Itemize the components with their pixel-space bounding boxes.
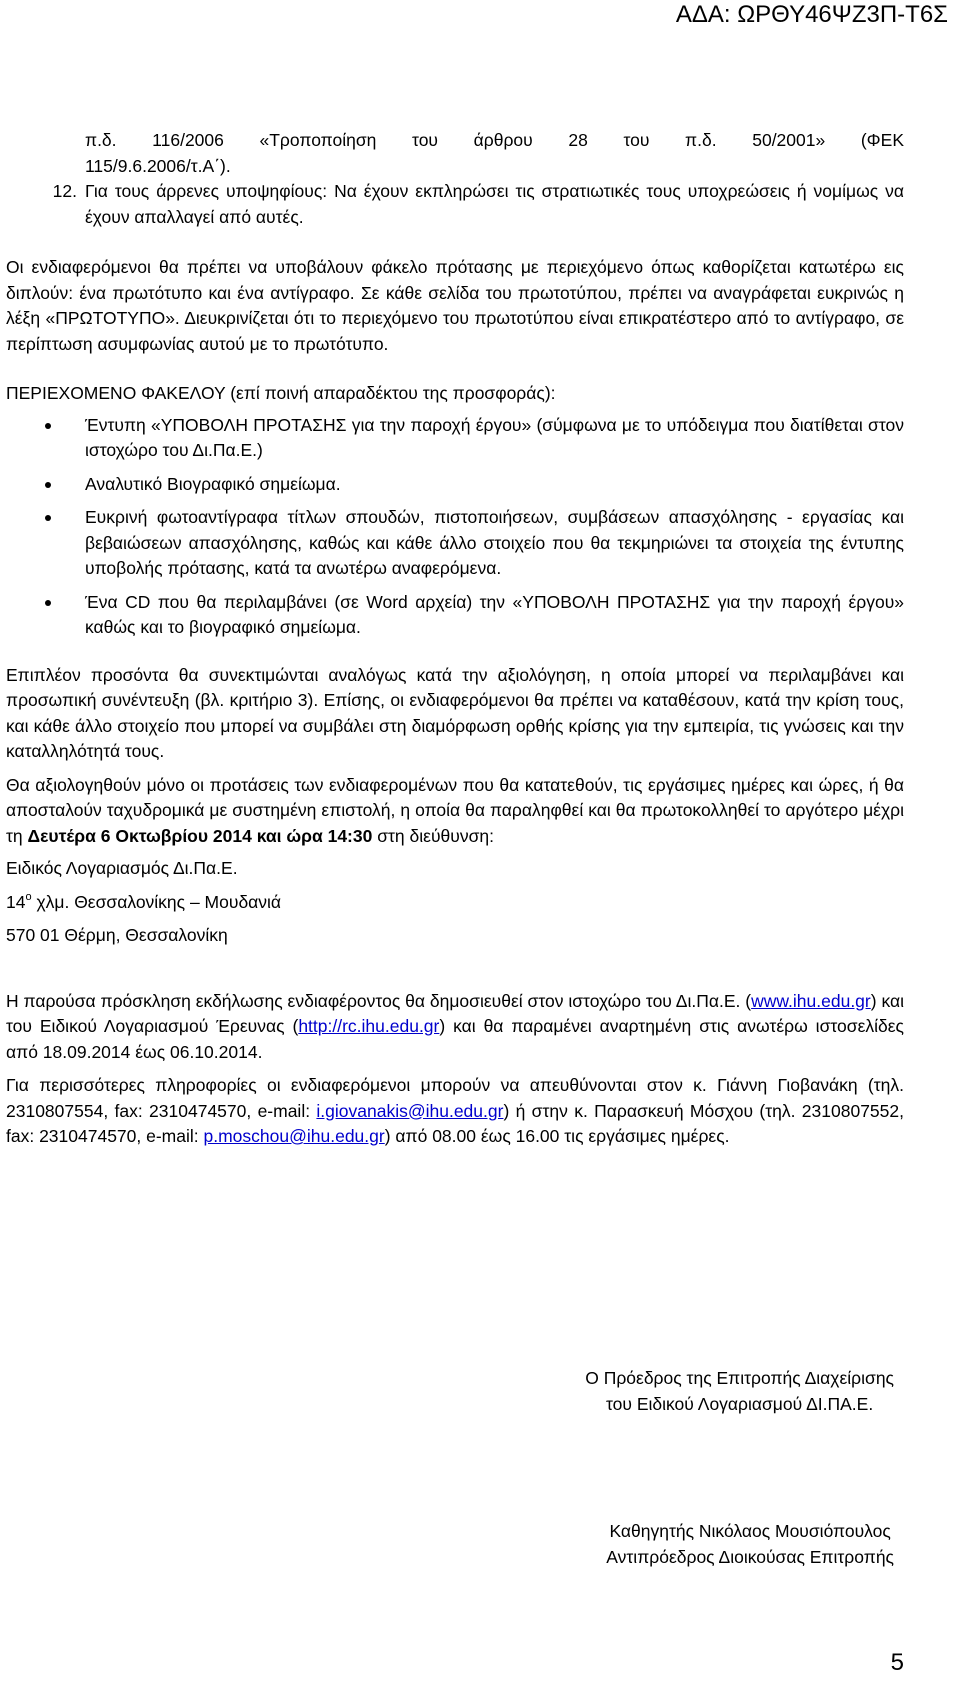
address-km: 14: [6, 891, 26, 912]
list-item: [6, 590, 904, 641]
list-item-12: [6, 179, 904, 230]
research-website-link[interactable]: http://rc.ihu.edu.gr: [298, 1016, 440, 1036]
list-item-11-continuation: [6, 128, 904, 179]
list-item-11-line-1: π.δ. 116/2006 «Τροποποίηση του άρθρου 28 του π.δ. 50/2001» (ΦΕΚ: [85, 130, 904, 150]
address-road: χλμ. Θεσσαλονίκης – Μουδανιά: [31, 891, 282, 912]
extra-qualifications-paragraph: Επιπλέον προσόντα θα συνεκτιμώνται αναλόγως κατά την αξιολόγηση, η οποία μπορεί να περιλαμβάνει και προσωπική συνέντευξη (βλ. κριτήριο 3). Επίσης, οι ενδιαφερόμενοι θα πρέπει να καταθέσουν, κατά την κρίση τους, και κάθε άλλο στοιχείο που μπορεί να συμβάλει στη διαμόρφωση ορθής κρίσης για την εμπειρία, τις γνώσεις και την καταλληλότητά τους.: [6, 664, 904, 761]
signature-line: του Ειδικού Λογαριασμού ΔΙ.ΠΑ.Ε.: [606, 1393, 874, 1414]
bullet-icon: [6, 505, 85, 582]
signature-block-title: [585, 1366, 894, 1417]
contents-heading: ΠΕΡΙΕΧΟΜΕΝΟ ΦΑΚΕΛΟΥ (επί ποινή απαραδέκτου της προσφοράς):: [6, 383, 556, 403]
list-item-number: 12.: [52, 181, 77, 201]
page-number: 5: [890, 1649, 904, 1676]
publication-text: Η παρούσα πρόσκληση εκδήλωσης ενδιαφέροντος θα δημοσιευθεί στον ιστοχώρο του Δι.Πα.Ε. (: [6, 990, 752, 1011]
address-line: 570 01 Θέρμη, Θεσσαλονίκη: [6, 925, 228, 945]
bullet-icon: [6, 590, 85, 641]
signature-line: Καθηγητής Νικόλαος Μουσιόπουλος: [609, 1521, 891, 1541]
address-superscript: ο: [25, 890, 32, 903]
submission-paragraph: Οι ενδιαφερόμενοι θα πρέπει να υποβάλουν φάκελο πρότασης με περιεχόμενο όπως καθορίζεται κατωτέρω εις διπλούν: ένα πρωτότυπο και ένα αντίγραφο. Σε κάθε σελίδα του πρωτοτύπου, πρέπει να αναγράφεται ευκρινώς η λέξη «ΠΡΩΤΟΤΥΠΟ». Διευκρινίζεται ότι το περιεχόμενο του πρωτοτύπου είναι επικρατέστερο από το αντίγραφο, σε περίπτωση ασυμφωνίας αυτού με το πρωτότυπο.: [6, 257, 904, 354]
list-item: [6, 505, 904, 582]
publication-text: ) και θα παραμένει αναρτημένη στις ανωτέρω ιστοσελίδες από 18.09.2014 έως 06.10.2014.: [6, 1016, 904, 1062]
publication-paragraph: [6, 989, 904, 1066]
email-link[interactable]: p.moschou@ihu.edu.gr: [203, 1126, 385, 1146]
deadline-text-after: στη διεύθυνση:: [372, 825, 494, 846]
signature-block-name: [606, 1519, 894, 1570]
requirements-list-continuation: [6, 128, 904, 230]
document-body: [6, 128, 904, 1150]
contact-text: ) από 08.00 έως 16.00 τις εργάσιμες ημέρες.: [384, 1126, 730, 1146]
bullet-icon: [6, 413, 85, 464]
list-item-text: Αναλυτικό Βιογραφικό σημείωμα.: [85, 473, 341, 494]
list-item-text: Ευκρινή φωτοαντίγραφα τίτλων σπουδών, πιστοποιήσεων, συμβάσεων απασχόλησης - εργασίας και βεβαιώσεων απασχόλησης, καθώς και κάθε άλλο στοιχείο που θα τεκμηριώνει τα στοιχεία της έντυπης υποβολής πρότασης, κατά τα ανωτέρω αναφερόμενα.: [85, 507, 904, 578]
address-line: Ειδικός Λογαριασμός Δι.Πα.Ε.: [6, 858, 238, 878]
list-item-text: Για τους άρρενες υποψηφίους: Να έχουν εκπληρώσει τις στρατιωτικές τους υποχρεώσεις ή νομίμως να έχουν απαλλαγεί από αυτές.: [85, 181, 904, 227]
deadline-paragraph: [6, 773, 904, 850]
publication-text: ) και του Ειδικού Λογαριασμού Έρευνας (: [6, 990, 904, 1036]
address-block: [6, 856, 904, 949]
contact-paragraph: [6, 1073, 904, 1150]
contents-bullet-list: [6, 413, 904, 641]
deadline-text: Θα αξιολογηθούν μόνο οι προτάσεις των ενδιαφερομένων που θα κατατεθούν, τις εργάσιμες ημέρες και ώρες, ή θα αποσταλούν ταχυδρομικά με συστημένη επιστολή, η οποία θα παραληφθεί και θα πρωτοκολληθεί το αργότερο μέχρι τη: [6, 774, 904, 846]
list-item: [6, 472, 904, 498]
address-line: [6, 890, 904, 916]
contact-text: ) ή στην κ. Παρασκευή Μόσχου (τηλ. 2310807552, fax: 2310474570, e-mail:: [6, 1100, 904, 1146]
bullet-icon: [6, 472, 85, 498]
signature-line: Ο Πρόεδρος της Επιτροπής Διαχείρισης: [585, 1368, 894, 1388]
signature-line: Αντιπρόεδρος Διοικούσας Επιτροπής: [606, 1546, 894, 1567]
list-item-11-line-2: 115/9.6.2006/τ.Α΄).: [85, 155, 231, 176]
contact-text: Για περισσότερες πληροφορίες οι ενδιαφερόμενοι μπορούν να απευθύνονται στον κ. Γιάννη Γιοβανάκη (τηλ. 2310807554, fax: 2310474570, e-mail:: [6, 1075, 904, 1121]
website-link[interactable]: www.ihu.edu.gr: [751, 990, 871, 1011]
list-item: [6, 413, 904, 464]
list-item-text: Έντυπη «ΥΠΟΒΟΛΗ ΠΡΟΤΑΣΗΣ για την παροχή έργου» (σύμφωνα με το υπόδειγμα που διατίθεται στον ιστοχώρο του Δι.Πα.Ε.): [85, 414, 904, 460]
list-item-text: Ένα CD που θα περιλαμβάνει (σε Word αρχεία) την «ΥΠΟΒΟΛΗ ΠΡΟΤΑΣΗΣ για την παροχή έργου» καθώς και το βιογραφικό σημείωμα.: [85, 591, 904, 637]
email-link[interactable]: i.giovanakis@ihu.edu.gr: [316, 1100, 504, 1121]
deadline-date: Δευτέρα 6 Οκτωβρίου 2014 και ώρα 14:30: [27, 825, 373, 846]
ada-code: ΑΔΑ: ΩΡΘΥ46ΨΖ3Π-Τ6Σ: [675, 1, 948, 28]
